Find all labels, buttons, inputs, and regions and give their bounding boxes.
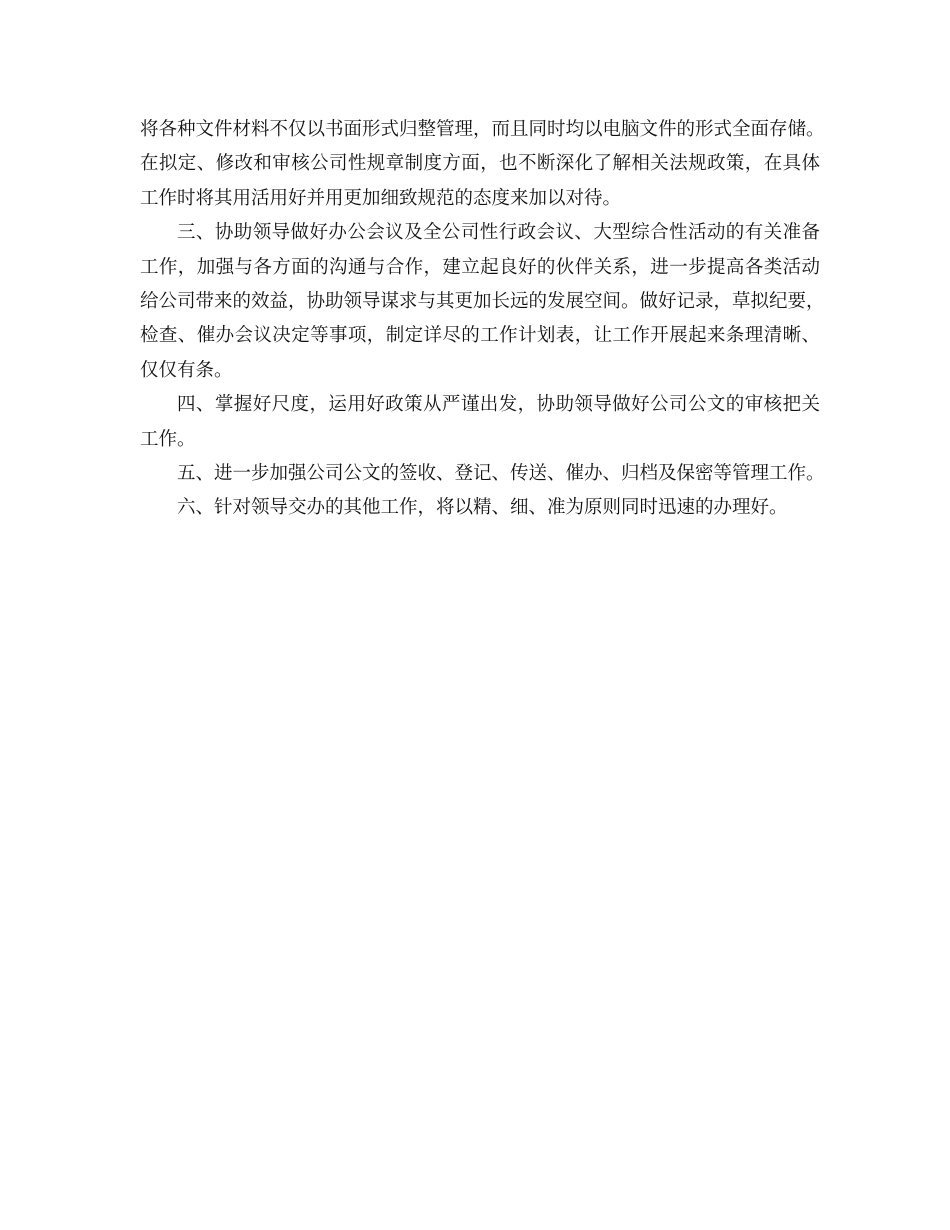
document-body — [140, 113, 825, 526]
text-line: 五、进一步加强公司公文的签收、登记、传送、催办、归档及保密等管理工作。 — [177, 463, 825, 485]
text-line: 工作。 — [140, 428, 196, 450]
paragraph-4 — [140, 457, 825, 491]
text-line: 四、掌握好尺度，运用好政策从严谨出发，协助领导做好公司公文的审核把关 — [177, 394, 820, 416]
text-line: 工作时将其用活用好并用更加细致规范的态度来加以对待。 — [140, 187, 622, 209]
text-line: 三、协助领导做好办公会议及全公司性行政会议、大型综合性活动的有关准备 — [177, 222, 820, 244]
text-line: 将各种文件材料不仅以书面形式归整管理，而且同时均以电脑文件的形式全面存储。 — [140, 119, 825, 140]
text-line: 仅仅有条。 — [140, 359, 233, 381]
paragraph-5 — [140, 491, 820, 525]
paragraph-2 — [140, 216, 825, 388]
text-line: 工作，加强与各方面的沟通与合作，建立起良好的伙伴关系，进一步提高各类活动 — [140, 256, 820, 278]
text-line: 六、针对领导交办的其他工作，将以精、细、准为原则同时迅速的办理好。 — [177, 497, 788, 519]
text-line: 给公司带来的效益，协助领导谋求与其更加长远的发展空间。做好记录，草拟纪要， — [140, 291, 825, 313]
text-line: 在拟定、修改和审核公司性规章制度方面，也不断深化了解相关法规政策，在具体 — [140, 153, 820, 175]
text-line: 检查、催办会议决定等事项，制定详尽的工作计划表，让工作开展起来条理清晰、 — [140, 325, 820, 347]
paragraph-3 — [140, 388, 820, 457]
paragraph-1 — [140, 113, 825, 216]
